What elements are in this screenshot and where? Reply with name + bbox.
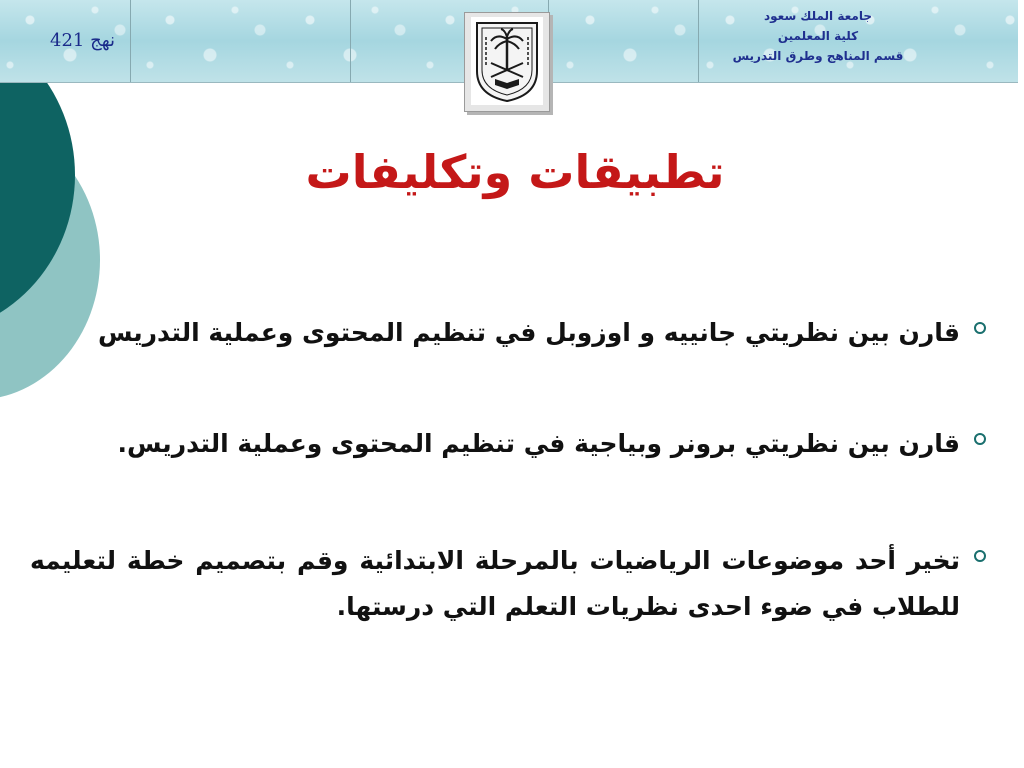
slide-title: تطبيقات وتكليفات [305, 145, 725, 199]
university-logo [464, 12, 550, 112]
department-name: قسم المناهج وطرق التدريس [732, 49, 904, 63]
institution-block [698, 6, 938, 66]
bullet-text: قارن بين نظريتي جانييه و اوزوبل في تنظيم المحتوى وعملية التدريس [97, 318, 960, 347]
circle-bullet-icon [974, 322, 986, 334]
bullet-text: قارن بين نظريتي برونر وبياجية في تنظيم المحتوى وعملية التدريس. [117, 429, 960, 458]
king-saud-university-seal-icon [471, 17, 543, 105]
university-name: جامعة الملك سعود [764, 9, 872, 23]
bullet-item [30, 310, 992, 356]
bullet-item [30, 421, 992, 467]
header-divider [130, 0, 131, 82]
college-name: كلية المعلمين [777, 29, 859, 43]
circle-bullet-icon [974, 550, 986, 562]
bullet-text: تخير أحد موضوعات الرياضيات بالمرحلة الابتدائية وقم بتصميم خطة لتعليمه للطلاب في ضوء احدى نظريات التعلم التي درستها. [30, 546, 960, 621]
bullet-item [30, 538, 992, 630]
course-code: نهج 421 [50, 30, 116, 51]
circle-bullet-icon [974, 433, 986, 445]
header-divider [350, 0, 351, 82]
